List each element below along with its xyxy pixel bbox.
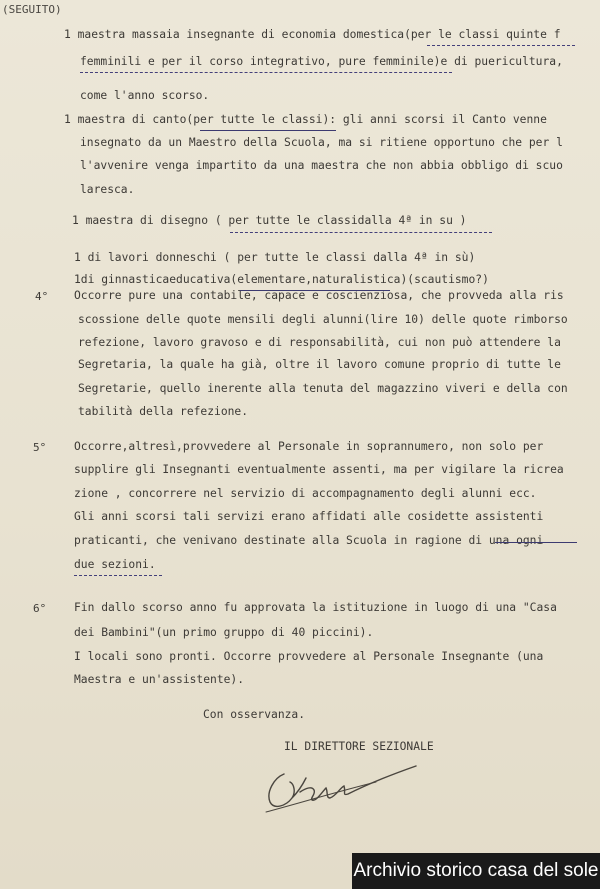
text-line: come l'anno scorso.: [80, 89, 210, 102]
item-number: 4°: [35, 290, 49, 303]
pencil-underline: [230, 232, 492, 233]
pencil-underline: [240, 290, 390, 291]
pencil-underline: [80, 72, 452, 73]
text-line: 1 di lavori donneschi ( per tutte le classi dalla 4ª in sù): [74, 251, 476, 264]
text-line: l'avvenire venga impartito da una maestra che non abbia obbligo di scuo: [80, 159, 563, 172]
text-line: scossione delle quote mensili degli alunni(lire 10) delle quote rimborso: [78, 313, 568, 326]
text-line: I locali sono pronti. Occorre provvedere al Personale Insegnante (una: [74, 650, 544, 663]
pencil-underline: [495, 542, 577, 543]
text-line: Fin dallo scorso anno fu approvata la istituzione in luogo di una "Casa: [74, 601, 557, 614]
text-line: femminili e per il corso integrativo, pure femminile)e di puericultura,: [80, 55, 563, 68]
text-line: Occorre pure una contabile, capace e coscienziosa, che provveda alla ris: [74, 289, 564, 302]
text-line: laresca.: [80, 183, 135, 196]
text-line: Occorre,altresì,provvedere al Personale in soprannumero, non solo per: [74, 440, 544, 453]
text-line: 1 maestra di disegno ( per tutte le classidalla 4ª in su ): [72, 214, 467, 227]
text-line: due sezioni.: [74, 558, 156, 571]
signatory-title: IL DIRETTORE SEZIONALE: [284, 740, 434, 753]
text-line: insegnato da un Maestro della Scuola, ma si ritiene opportuno che per l: [80, 136, 563, 149]
text-line: 1di ginnasticaeducativa(elementare,naturalistica)(scautismo?): [74, 273, 489, 286]
pencil-underline: [200, 130, 336, 131]
item-number: 6°: [33, 602, 47, 615]
archive-banner: Archivio storico casa del sole: [352, 853, 600, 889]
continuation-mark: (SEGUITO): [2, 3, 62, 16]
text-line: supplire gli Insegnanti eventualmente assenti, ma per vigilare la ricrea: [74, 463, 564, 476]
pencil-underline: [427, 45, 575, 46]
text-line: refezione, lavoro gravoso e di responsabilità, cui non può attendere la: [78, 336, 561, 349]
text-line: praticanti, che venivano destinate alla Scuola in ragione di una ogni: [74, 534, 544, 547]
closing-salutation: Con osservanza.: [203, 708, 306, 721]
text-line: Segretarie, quello inerente alla tenuta del magazzino viveri e della con: [78, 382, 568, 395]
text-line: 1 maestra di canto(per tutte le classi): gli anni scorsi il Canto venne: [64, 113, 547, 126]
text-line: Maestra e un'assistente).: [74, 673, 245, 686]
text-line: tabilità della refezione.: [78, 405, 249, 418]
text-line: 1 maestra massaia insegnante di economia domestica(per le classi quinte f: [64, 28, 561, 41]
handwritten-signature: [256, 752, 436, 822]
text-line: Gli anni scorsi tali servizi erano affidati alle cosidette assistenti: [74, 510, 544, 523]
text-line: zione , concorrere nel servizio di accompagnamento degli alunni ecc.: [74, 487, 537, 500]
text-line: dei Bambini"(un primo gruppo di 40 piccini).: [74, 626, 374, 639]
text-line: Segretaria, la quale ha già, oltre il lavoro comune proprio di tutte le: [78, 358, 561, 371]
item-number: 5°: [33, 441, 47, 454]
pencil-underline: [74, 575, 162, 576]
